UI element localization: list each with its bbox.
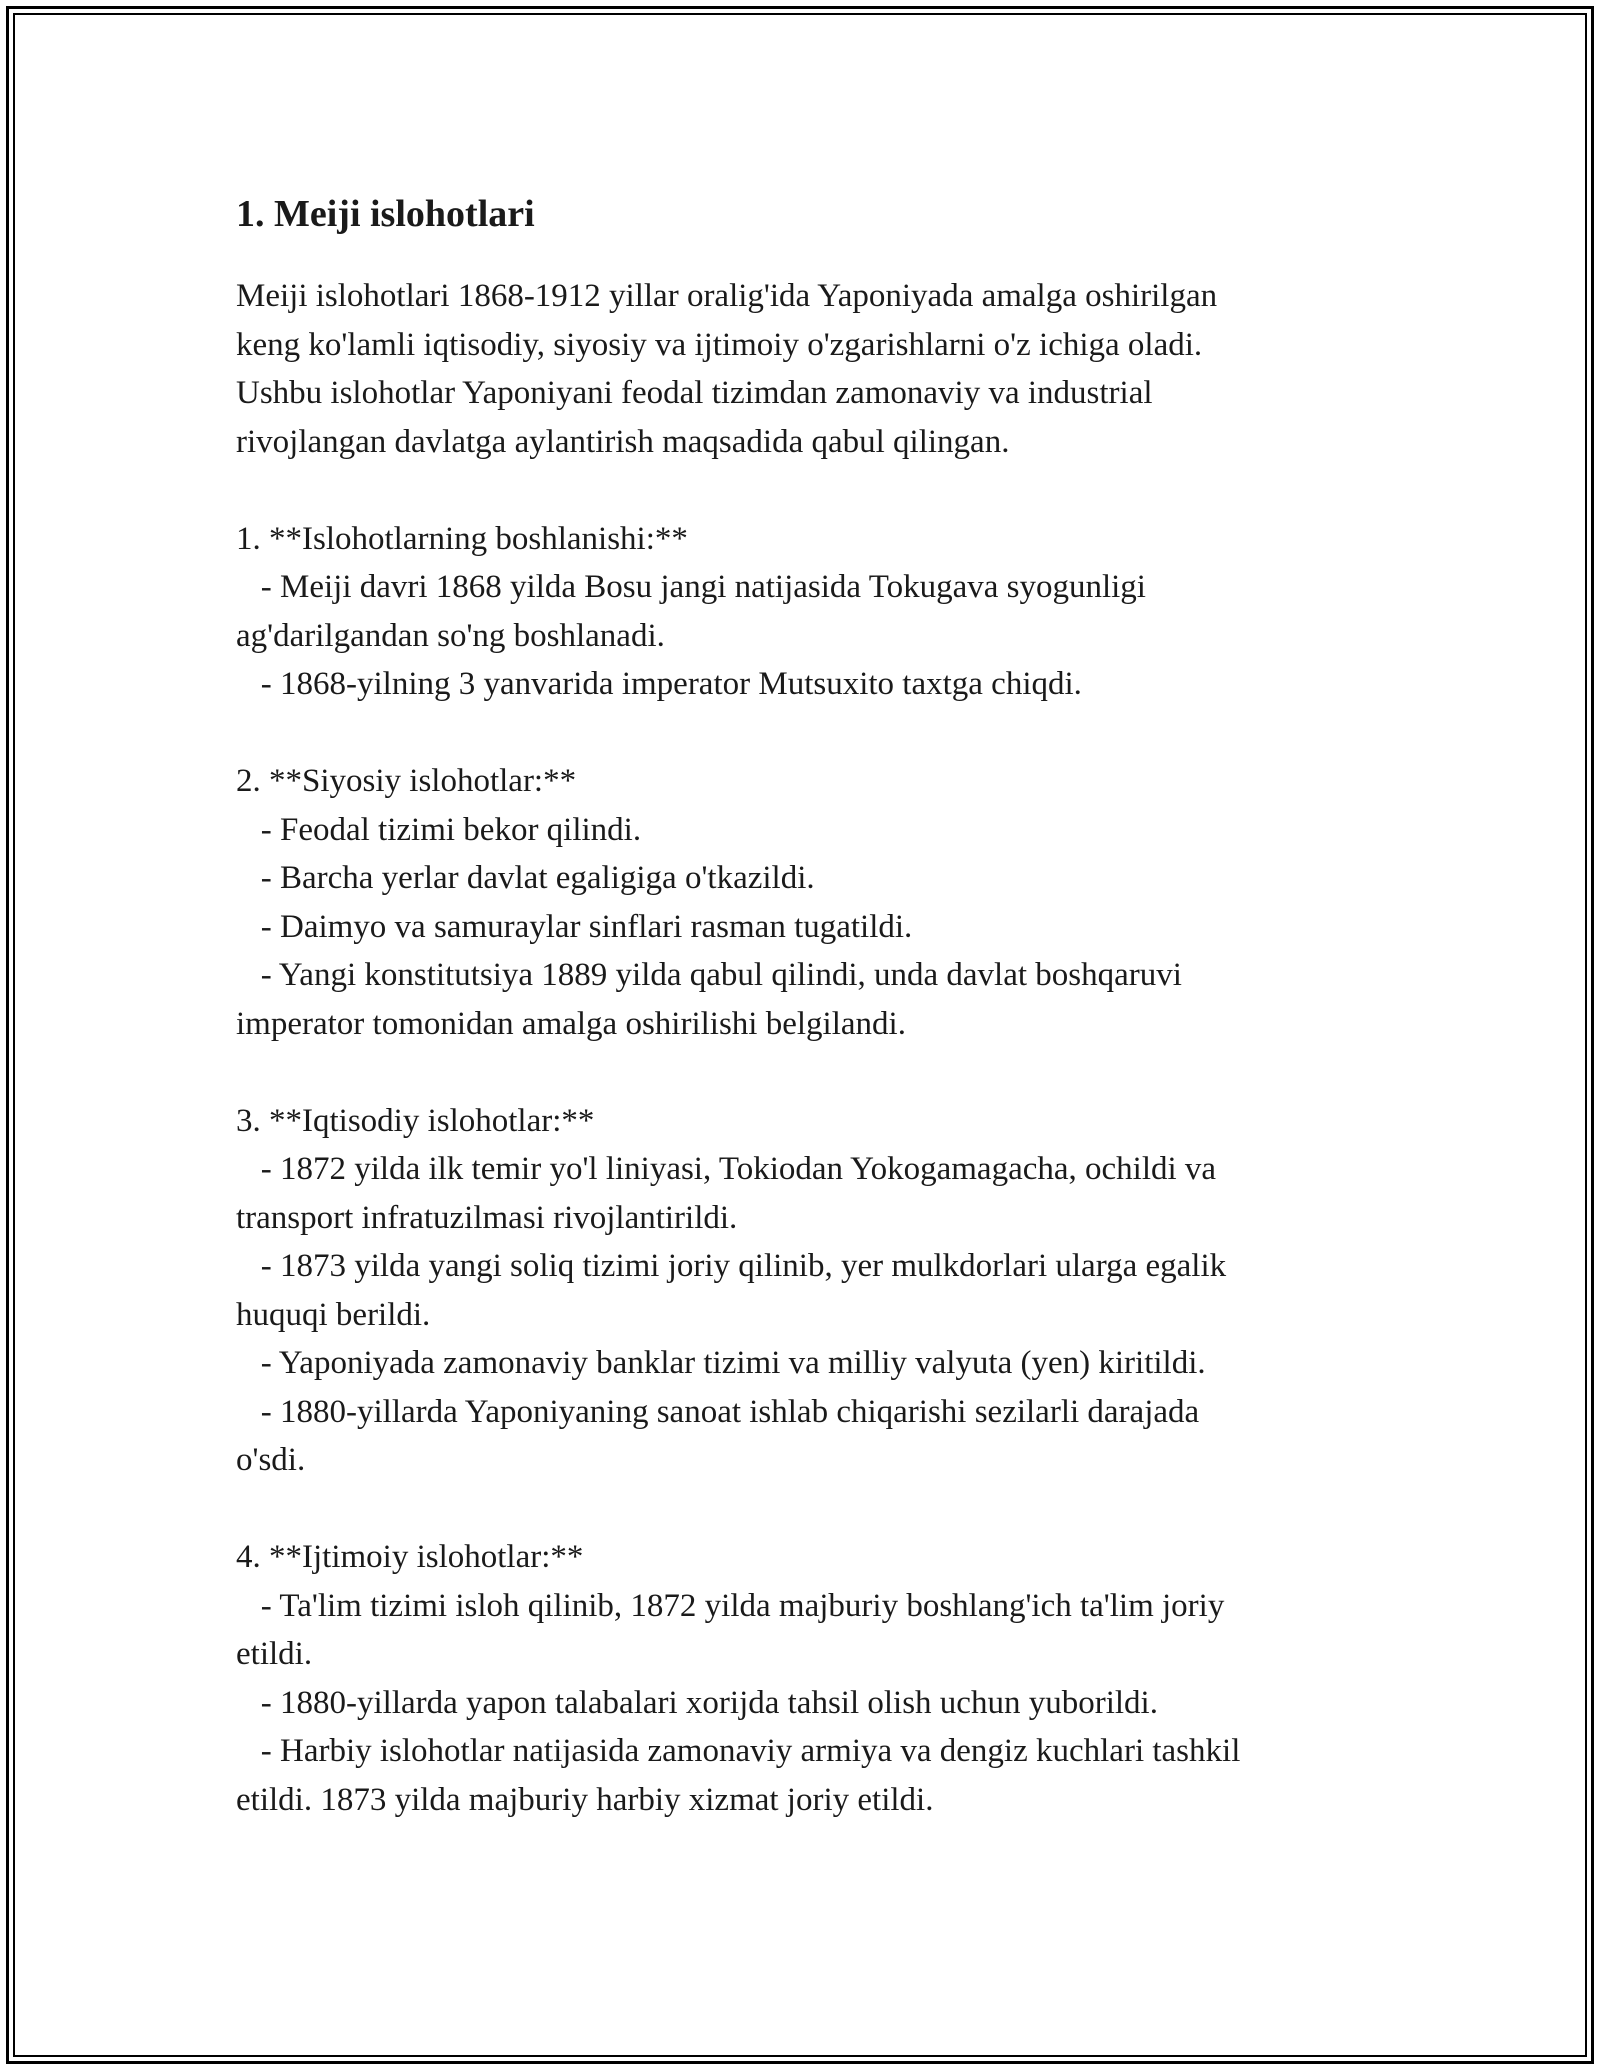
list-item: - Yaponiyada zamonaviy banklar tizimi va milliy valyuta (yen) kiritildi. bbox=[236, 1345, 1206, 1381]
spacer bbox=[236, 466, 1376, 515]
list-item: - 1880-yillarda Yaponiyaning sanoat ishlab chiqarishi sezilarli darajada o'sdi. bbox=[236, 1393, 1200, 1478]
section-4 bbox=[236, 1533, 1376, 1824]
section-heading: 4. **Ijtimoiy islohotlar:** bbox=[236, 1539, 584, 1575]
list-item: - Meiji davri 1868 yilda Bosu jangi natijasida Tokugava syogunligi ag'darilgandan so'ng boshlanadi. bbox=[236, 569, 1146, 654]
intro-paragraph: Meiji islohotlari 1868-1912 yillar oralig'ida Yaponiyada amalga oshirilgan keng ko'lamli iqtisodiy, siyosiy va ijtimoiy o'zgarishlarni o'z ichiga oladi. Ushbu islohotlar Yaponiyani feodal tizimdan zamonaviy va industrial rivojlangan davlatga aylantirish maqsadida qabul qilingan. bbox=[236, 278, 1218, 460]
section-1 bbox=[236, 515, 1376, 709]
list-item: - 1880-yillarda yapon talabalari xorijda tahsil olish uchun yuborildi. bbox=[236, 1684, 1158, 1721]
document-title: 1. Meiji islohotlari bbox=[236, 193, 535, 235]
document-body bbox=[236, 188, 1376, 1824]
list-item: - Feodal tizimi bekor qilindi. bbox=[236, 811, 642, 848]
section-heading: 3. **Iqtisodiy islohotlar:** bbox=[236, 1102, 595, 1139]
list-item: - 1873 yilda yangi soliq tizimi joriy qilinib, yer mulkdorlari ularga egalik huquqi berildi. bbox=[236, 1248, 1227, 1333]
list-item: - 1868-yilning 3 yanvarida imperator Mutsuxito taxtga chiqdi. bbox=[236, 666, 1082, 702]
list-item: - 1872 yilda ilk temir yo'l liniyasi, Tokiodan Yokogamagacha, ochildi va transport infratuzilmasi rivojlantirildi. bbox=[236, 1151, 1217, 1236]
spacer bbox=[236, 1485, 1376, 1534]
spacer bbox=[236, 709, 1376, 758]
list-item: - Daimyo va samuraylar sinflari rasman tugatildi. bbox=[236, 908, 913, 945]
list-item: - Barcha yerlar davlat egaligiga o'tkazildi. bbox=[236, 860, 815, 896]
list-item: - Yangi konstitutsiya 1889 yilda qabul qilindi, unda davlat boshqaruvi imperator tomonidan amalga oshirilishi belgilandi. bbox=[236, 957, 1182, 1042]
section-heading: 2. **Siyosiy islohotlar:** bbox=[236, 763, 577, 799]
spacer bbox=[236, 1048, 1376, 1097]
list-item: - Ta'lim tizimi isloh qilinib, 1872 yilda majburiy boshlang'ich ta'lim joriy etildi. bbox=[236, 1587, 1225, 1672]
section-2 bbox=[236, 757, 1376, 1048]
list-item: - Harbiy islohotlar natijasida zamonaviy armiya va dengiz kuchlari tashkil etildi. 1873 yilda majburiy harbiy xizmat joriy etildi. bbox=[236, 1733, 1241, 1818]
section-3 bbox=[236, 1097, 1376, 1485]
section-heading: 1. **Islohotlarning boshlanishi:** bbox=[236, 520, 688, 557]
